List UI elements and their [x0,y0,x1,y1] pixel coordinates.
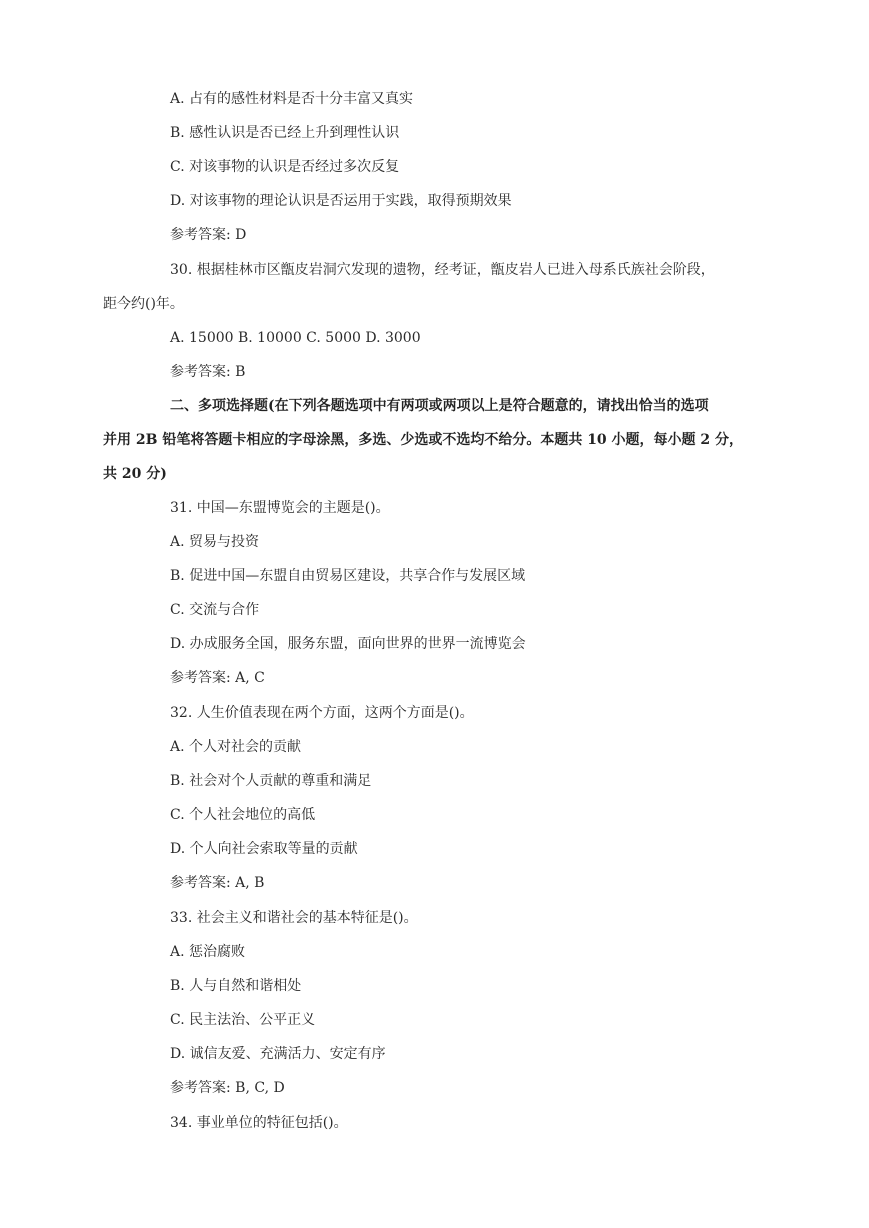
q30-options: A. 15000 B. 10000 C. 5000 D. 3000 [170,330,421,346]
q29-option-c: C. 对该事物的认识是否经过多次反复 [170,159,400,175]
q32-option-b: B. 社会对个人贡献的尊重和满足 [170,773,372,789]
q31-option-a: A. 贸易与投资 [170,534,260,550]
q30-stem-line1: 30. 根据桂林市区甑皮岩洞穴发现的遗物，经考证，甑皮岩人已进入母系氏族社会阶段， [170,262,715,278]
q33-option-a: A. 惩治腐败 [170,944,246,960]
q33-answer: 参考答案: B, C, D [170,1080,285,1096]
q29-answer: 参考答案: D [170,227,247,243]
q31-option-d: D. 办成服务全国，服务东盟，面向世界的世界一流博览会 [170,636,526,652]
section2-heading-line1: 二、多项选择题(在下列各题选项中有两项或两项以上是符合题意的，请找出恰当的选项 [170,398,709,414]
q32-answer: 参考答案: A, B [170,875,265,891]
q32-stem: 32. 人生价值表现在两个方面，这两个方面是()。 [170,705,474,721]
section2-heading-line2: 并用 2B 铅笔将答题卡相应的字母涂黑，多选、少选或不选均不给分。本题共 10 小题，每小题 2 分， [103,432,744,448]
q31-option-c: C. 交流与合作 [170,602,260,618]
q30-stem-line2: 距今约()年。 [103,296,184,312]
q34-stem: 34. 事业单位的特征包括()。 [170,1115,348,1131]
q29-option-b: B. 感性认识是否已经上升到理性认识 [170,125,400,141]
q32-option-d: D. 个人向社会索取等量的贡献 [170,841,358,857]
q31-option-b: B. 促进中国—东盟自由贸易区建设，共享合作与发展区域 [170,568,526,584]
q33-stem: 33. 社会主义和谐社会的基本特征是()。 [170,910,418,926]
q30-answer: 参考答案: B [170,364,246,380]
q33-option-c: C. 民主法治、公平正义 [170,1012,316,1028]
q29-option-a: A. 占有的感性材料是否十分丰富又真实 [170,91,414,107]
q31-answer: 参考答案: A, C [170,670,265,686]
section2-heading-line3: 共 20 分) [103,466,167,482]
q29-option-d: D. 对该事物的理论认识是否运用于实践，取得预期效果 [170,193,512,209]
q32-option-c: C. 个人社会地位的高低 [170,807,316,823]
q31-stem: 31. 中国—东盟博览会的主题是()。 [170,500,390,516]
q33-option-b: B. 人与自然和谐相处 [170,978,302,994]
q32-option-a: A. 个人对社会的贡献 [170,739,302,755]
q33-option-d: D. 诚信友爱、充满活力、安定有序 [170,1046,386,1062]
